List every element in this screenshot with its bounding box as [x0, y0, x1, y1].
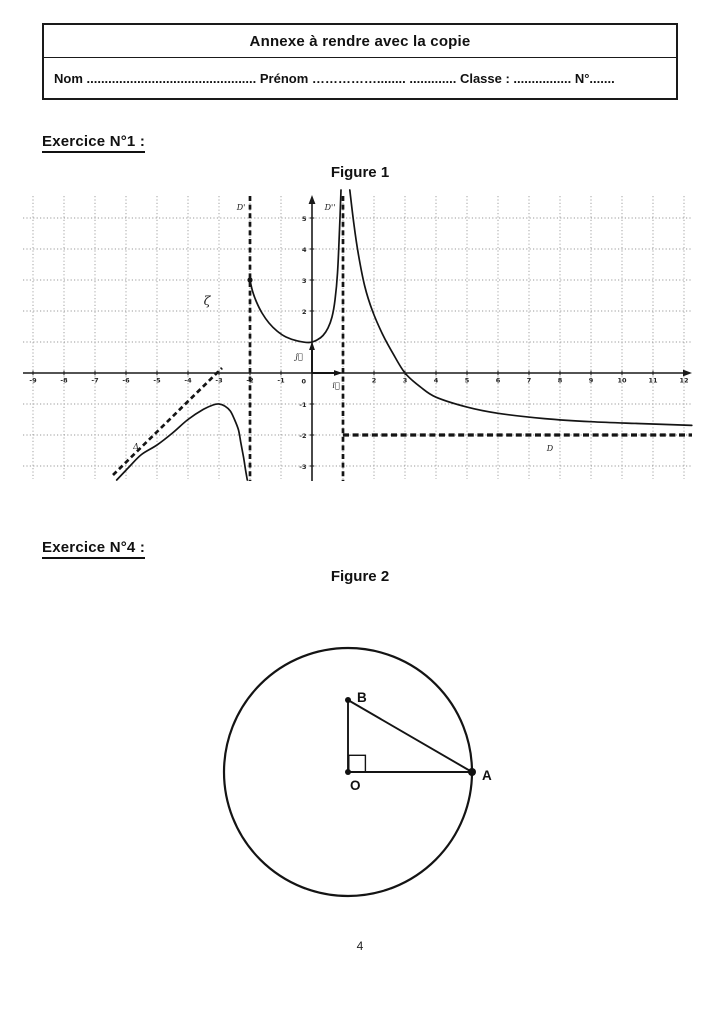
header-box [42, 23, 678, 100]
i-vector-label: i⃗ [332, 381, 340, 390]
unit-vectors [309, 342, 342, 376]
label-d-prime: D' [236, 203, 246, 212]
curve-branch-right [350, 190, 692, 425]
label-delta: Δ [133, 442, 139, 451]
figure2-title: Figure 2 [330, 568, 390, 585]
origin-label: 0 [301, 377, 306, 386]
point-A-dot [468, 768, 476, 776]
x-tick-label: -7 [91, 376, 99, 385]
point-A-label: A [482, 768, 492, 783]
point-O-label: O [350, 778, 361, 793]
exercise4-heading: Exercice N°4 : [42, 539, 145, 559]
y-tick-label: 4 [301, 245, 307, 254]
x-tick-label: 11 [648, 376, 658, 385]
x-tick-label: 8 [557, 376, 563, 385]
point-B-dot [345, 697, 351, 703]
x-tick-label: 3 [402, 376, 408, 385]
x-tick-label: -4 [184, 376, 192, 385]
y-tick-label: 5 [301, 214, 307, 223]
axes [23, 195, 692, 481]
point-B-label: B [357, 690, 367, 705]
exercise1-heading: Exercice N°1 : [42, 133, 145, 153]
curve-branch-middle [250, 190, 341, 343]
y-tick-label: -2 [299, 431, 307, 440]
x-tick-label: -9 [29, 376, 37, 385]
student-info-line: Nom ............................................... Prénom ……………........ ............. Classe : ................ N°....... [54, 71, 615, 86]
figure1-graph [20, 190, 696, 482]
right-angle-mark [349, 755, 366, 772]
x-tick-label: 7 [526, 376, 532, 385]
i-vector-arrow [334, 370, 343, 376]
figure2-diagram [210, 630, 500, 920]
x-tick-label: -8 [60, 376, 68, 385]
x-tick-label: 12 [679, 376, 689, 385]
point-O-dot [345, 769, 351, 775]
y-tick-label: 3 [301, 276, 307, 285]
x-tick-label: -3 [215, 376, 223, 385]
x-tick-label: -1 [277, 376, 285, 385]
figure1-title: Figure 1 [330, 164, 390, 181]
x-tick-label: 4 [433, 376, 439, 385]
label-d-double-prime: D'' [324, 203, 336, 212]
y-tick-label: -1 [299, 400, 307, 409]
segment-BA [348, 700, 472, 772]
j-vector-label: j⃗ [295, 352, 303, 361]
x-tick-label: -5 [153, 376, 161, 385]
x-tick-label: 2 [371, 376, 377, 385]
x-tick-label: 5 [464, 376, 470, 385]
y-tick-label: 2 [301, 307, 307, 316]
x-tick-label: 10 [617, 376, 627, 385]
x-tick-label: 6 [495, 376, 501, 385]
x-tick-label: -6 [122, 376, 130, 385]
header-title: Annexe à rendre avec la copie [44, 25, 676, 58]
y-tick-label: -3 [299, 462, 307, 471]
page-number: 4 [356, 939, 364, 953]
x-tick-label: 9 [588, 376, 594, 385]
label-d: D [546, 444, 554, 453]
y-axis-arrow [309, 195, 316, 204]
marked-point-dot [247, 277, 252, 282]
x-tick-label: -2 [246, 376, 254, 385]
curve-name-label: ζ [203, 293, 211, 308]
